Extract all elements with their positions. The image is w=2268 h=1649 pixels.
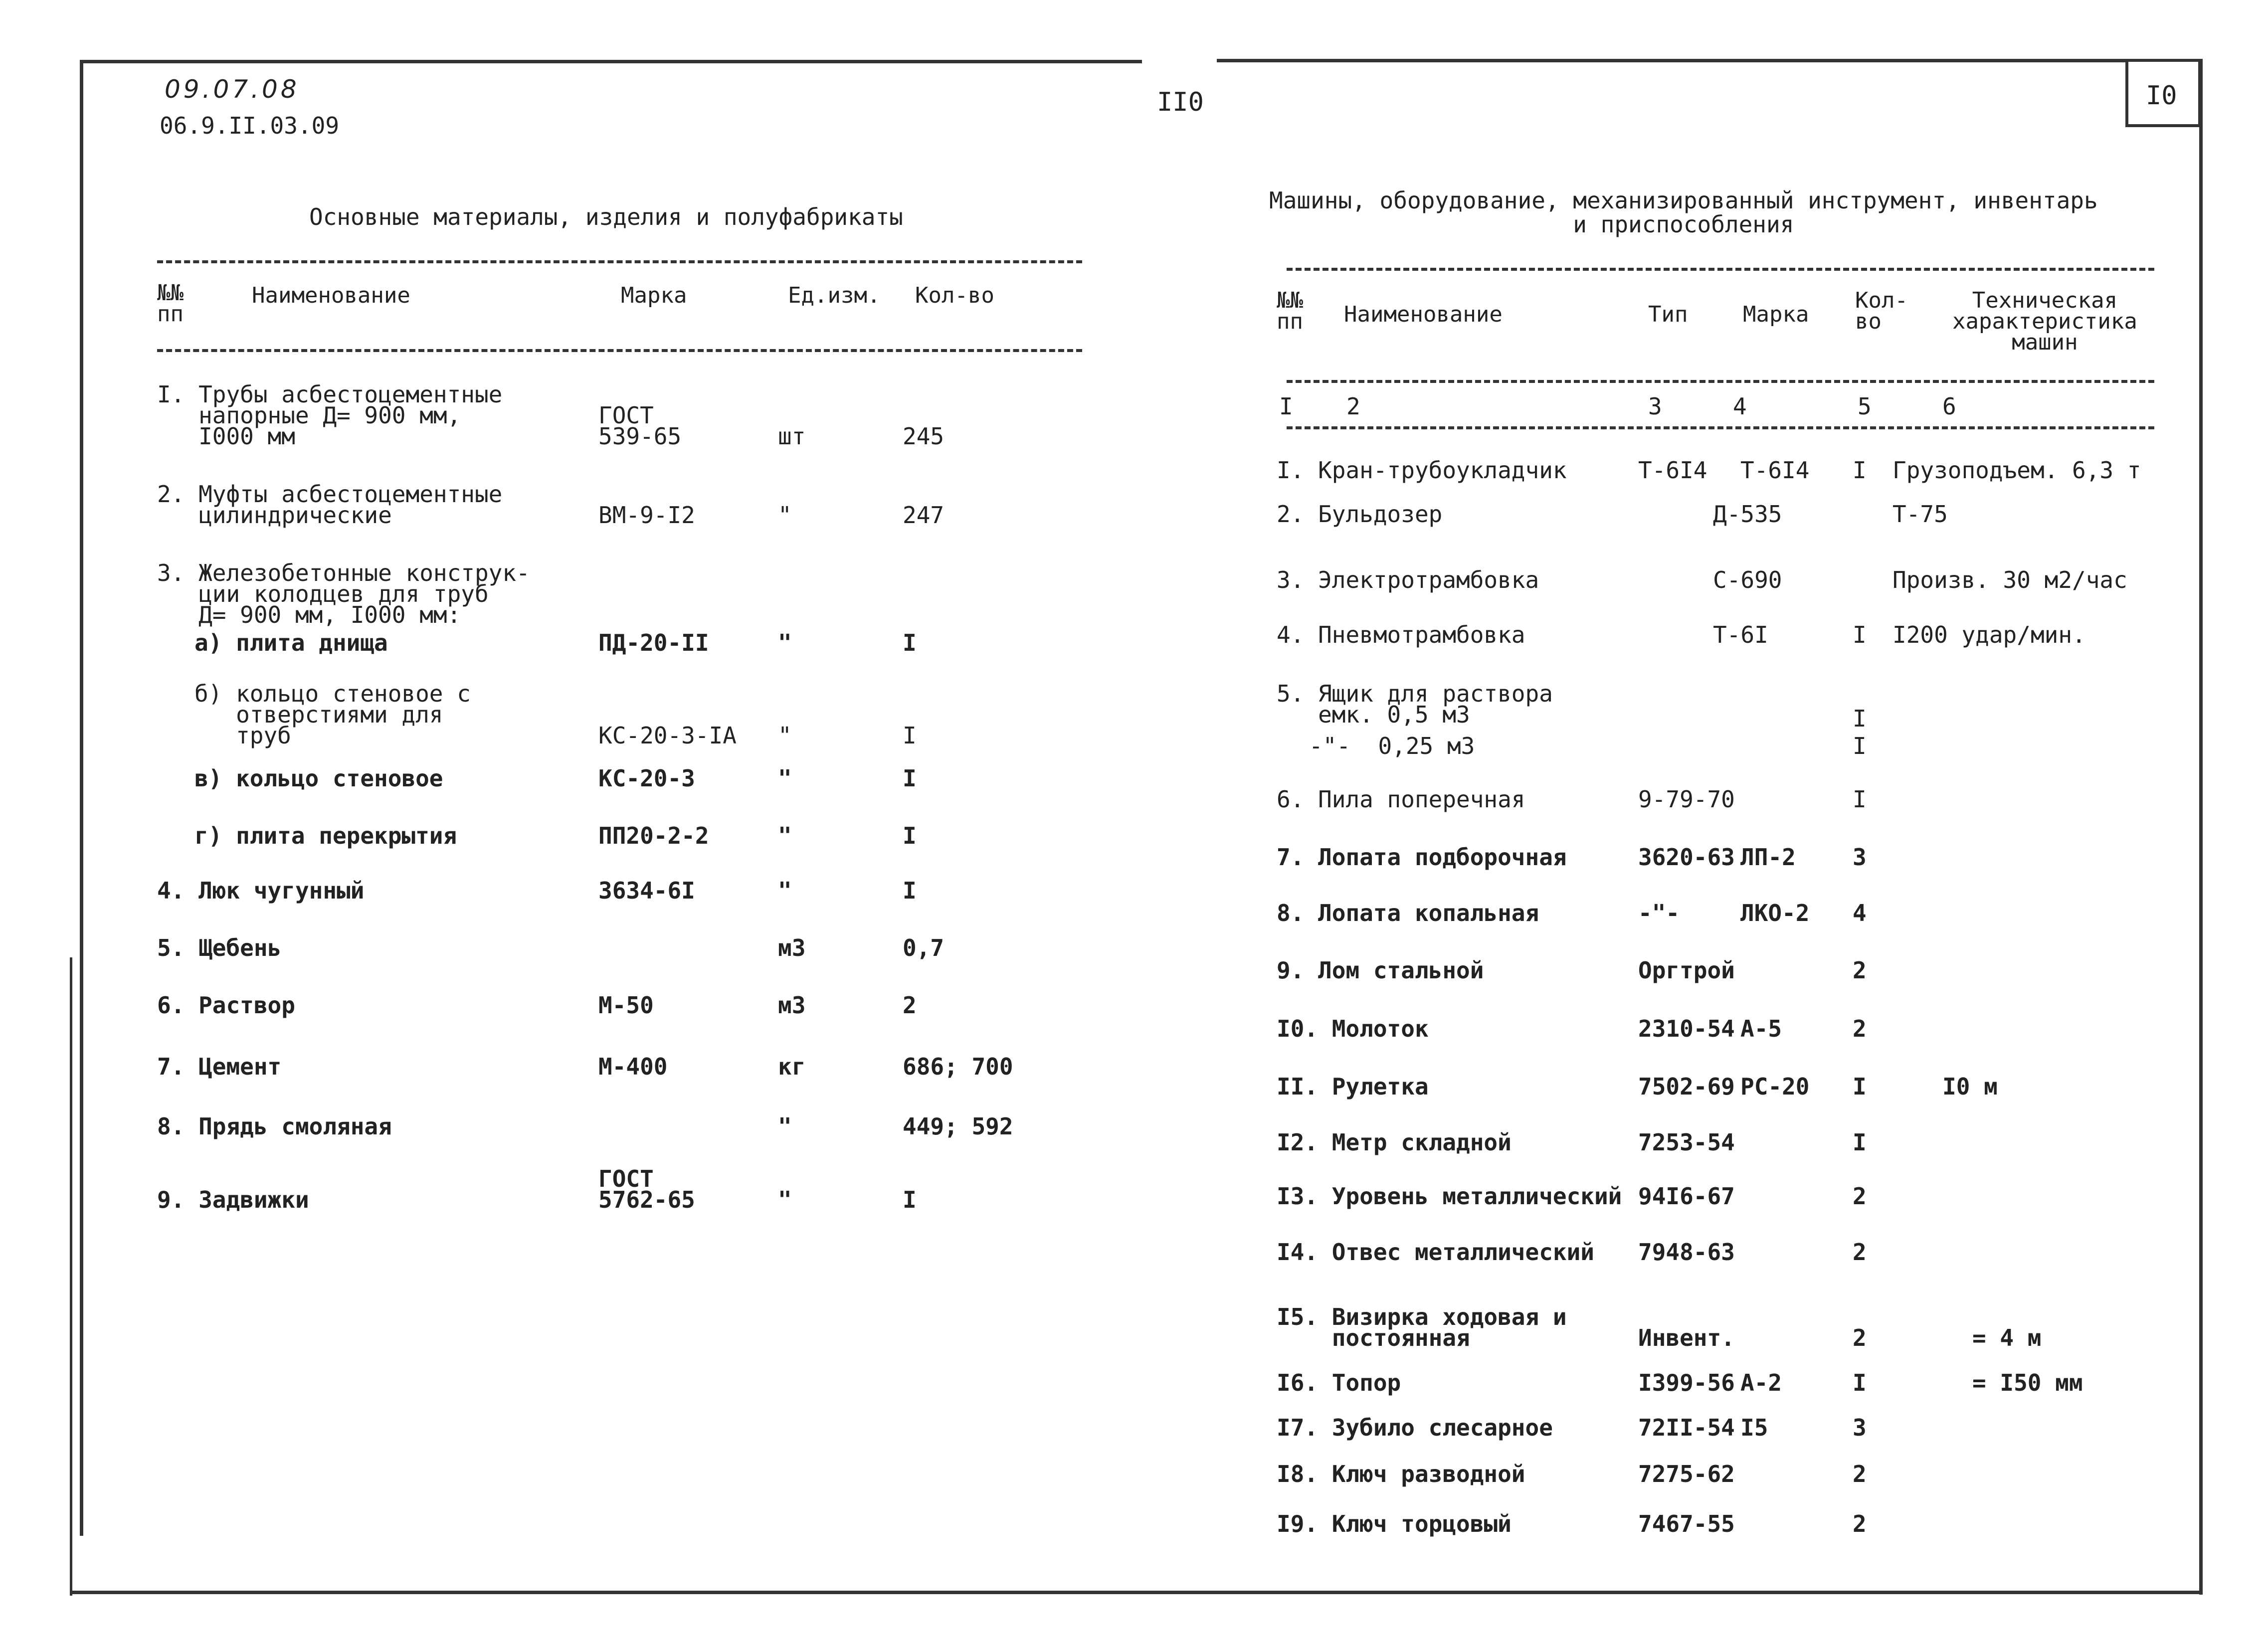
right-col-mark: Марка	[1743, 302, 1809, 327]
right-colnum-5: 5	[1858, 393, 1872, 420]
right-item-name: I9. Ключ торцовый	[1277, 1510, 1512, 1537]
sheet-number: I0	[2146, 81, 2177, 111]
left-item-unit: шт	[778, 423, 806, 450]
left-item-name: 8. Прядь смоляная	[157, 1113, 392, 1140]
right-item-qty: I	[1853, 705, 1867, 732]
right-item-mark: Т-6I	[1713, 621, 1768, 648]
right-col-spec: Техническая характеристика машин	[1952, 288, 2137, 355]
right-item-type: 7275-62	[1638, 1461, 1735, 1487]
left-item-name: 5. Щебень	[157, 934, 282, 961]
left-item-mark: КС-20-3-IA	[598, 722, 737, 749]
right-item-qty: I	[1853, 786, 1867, 813]
left-item-unit: "	[778, 629, 792, 656]
left-item-name: I. Трубы асбестоцементные напорные Д= 900 мм, I000 мм	[157, 381, 503, 450]
right-item-type: 7253-54	[1638, 1129, 1735, 1156]
frame-top-right	[1217, 59, 2202, 62]
handwritten-code: 09.07.08	[165, 75, 300, 104]
right-item-type: I399-56	[1638, 1369, 1735, 1396]
right-item-type: 7948-63	[1638, 1239, 1735, 1266]
right-col-no: №№ пп	[1277, 288, 1303, 334]
right-item-name: 9. Лом стальной	[1277, 957, 1484, 984]
right-item-qty: 2	[1853, 1461, 1867, 1487]
left-col-unit: Ед.изм.	[788, 283, 881, 308]
left-col-qty: Кол-во	[915, 283, 994, 308]
right-item-spec: I0 м	[1942, 1073, 1998, 1100]
right-item-spec: = 4 м	[1972, 1324, 2042, 1351]
left-header-rule-bottom	[157, 349, 1082, 352]
right-item-name: 7. Лопата подборочная	[1277, 844, 1567, 871]
right-item-name: I2. Метр складной	[1277, 1129, 1512, 1156]
left-item-name: 4. Люк чугунный	[157, 877, 365, 904]
right-item-type: 3620-63	[1638, 844, 1735, 871]
right-header-rule-top	[1287, 268, 2154, 271]
right-item-type: 9-79-70	[1638, 786, 1735, 813]
right-item-type: -"-	[1638, 900, 1680, 926]
left-item-qty: I	[903, 1186, 917, 1213]
left-item-unit: "	[778, 722, 792, 749]
left-item-unit: м3	[778, 992, 806, 1019]
right-item-name: 2. Бульдозер	[1277, 501, 1443, 528]
right-item-name: II. Рулетка	[1277, 1073, 1429, 1100]
right-item-qty: 2	[1853, 1183, 1867, 1210]
right-item-type: 7467-55	[1638, 1510, 1735, 1537]
right-item-qty: I	[1853, 621, 1867, 648]
left-item-name: 9. Задвижки	[157, 1186, 309, 1213]
right-item-qty: 2	[1853, 1239, 1867, 1266]
right-item-name: 5. Ящик для раствора емк. 0,5 м3	[1277, 680, 1553, 728]
left-item-name: 6. Раствор	[157, 992, 295, 1019]
left-item-qty: I	[903, 629, 917, 656]
left-col-mark: Марка	[621, 283, 687, 308]
left-item-mark: КС-20-3	[598, 765, 695, 792]
right-colnum-4: 4	[1733, 393, 1747, 420]
left-item-name: г) плита перекрытия	[194, 822, 457, 849]
right-col-name: Наименование	[1344, 302, 1503, 327]
right-item-mark: А-5	[1740, 1015, 1782, 1042]
right-item-name: I. Кран-трубоукладчик	[1277, 457, 1567, 484]
left-item-unit: "	[778, 1186, 792, 1213]
left-item-qty: 245	[903, 423, 945, 450]
right-col-type: Тип	[1648, 302, 1688, 327]
right-colnum-6: 6	[1942, 393, 1956, 420]
right-item-spec: Грузоподъем. 6,3 т	[1892, 457, 2141, 484]
right-item-name: 8. Лопата копальная	[1277, 900, 1539, 926]
right-item-spec: Произв. 30 м2/час	[1892, 566, 2127, 593]
right-item-name: 6. Пила поперечная	[1277, 786, 1525, 813]
right-item-name: -"- 0,25 м3	[1309, 733, 1475, 759]
left-col-name: Наименование	[252, 283, 410, 308]
frame-left	[80, 60, 83, 1536]
right-item-qty: I	[1853, 1369, 1867, 1396]
right-item-mark: I5	[1740, 1414, 1768, 1441]
left-item-qty: I	[903, 722, 917, 749]
right-item-type: Оргтрой	[1638, 957, 1735, 984]
left-item-unit: "	[778, 877, 792, 904]
left-item-mark: ВМ-9-I2	[598, 502, 695, 529]
sheet-number-box	[2125, 59, 2201, 127]
right-item-name: I7. Зубило слесарное	[1277, 1414, 1553, 1441]
right-item-name: I4. Отвес металлический	[1277, 1239, 1594, 1266]
right-item-mark: ЛП-2	[1740, 844, 1796, 871]
right-item-type: Инвент.	[1638, 1324, 1735, 1351]
left-item-mark: ГОСТ 5762-65	[598, 1165, 695, 1213]
left-item-mark: М-400	[598, 1053, 668, 1080]
left-item-qty: I	[903, 822, 917, 849]
right-item-type: Т-6I4	[1638, 457, 1707, 484]
left-item-name: 2. Муфты асбестоцементные цилиндрические	[157, 481, 503, 529]
left-item-unit: кг	[778, 1053, 806, 1080]
left-col-no: №№ пп	[157, 280, 184, 327]
left-item-qty: 449; 592	[903, 1113, 1013, 1140]
left-item-name: 3. Железобетонные конструк- ции колодцев для труб Д= 900 мм, I000 мм:	[157, 559, 530, 628]
left-item-name: а) плита днища	[194, 629, 388, 656]
right-item-mark: РС-20	[1740, 1073, 1810, 1100]
left-item-qty: I	[903, 877, 917, 904]
right-item-type: 94I6-67	[1638, 1183, 1735, 1210]
left-item-name: в) кольцо стеновое	[194, 765, 443, 792]
left-item-unit: "	[778, 502, 792, 529]
frame-right	[2199, 59, 2203, 1595]
right-col-qty: Кол- во	[1855, 288, 1908, 334]
left-item-qty: 0,7	[903, 934, 945, 961]
right-item-qty: I	[1853, 733, 1867, 759]
right-item-spec: = I50 мм	[1972, 1369, 2083, 1396]
right-title: Машины, оборудование, механизированный инструмент, инвентарь и приспособления	[1269, 187, 2098, 238]
right-item-mark: Д-535	[1713, 501, 1782, 528]
left-header-rule-top	[157, 260, 1082, 263]
doc-code: 06.9.II.03.09	[160, 112, 340, 139]
right-header-rule-mid	[1287, 380, 2154, 383]
left-item-unit: "	[778, 822, 792, 849]
left-item-qty: 686; 700	[903, 1053, 1013, 1080]
right-item-name: 4. Пневмотрамбовка	[1277, 621, 1525, 648]
left-item-mark: ПП20-2-2	[598, 822, 709, 849]
right-item-type: 72II-54	[1638, 1414, 1735, 1441]
right-item-name: I6. Топор	[1277, 1369, 1401, 1396]
left-item-unit: м3	[778, 934, 806, 961]
right-item-qty: 2	[1853, 1324, 1867, 1351]
right-colnum-2: 2	[1346, 393, 1360, 420]
right-item-type: 2310-54	[1638, 1015, 1735, 1042]
right-item-mark: ЛКО-2	[1740, 900, 1810, 926]
left-item-name: б) кольцо стеновое с отверстиями для труб	[194, 680, 471, 749]
right-item-qty: I	[1853, 1073, 1867, 1100]
right-item-name: I5. Визирка ходовая и постоянная	[1277, 1303, 1567, 1351]
right-item-spec: I200 удар/мин.	[1892, 621, 2086, 648]
left-item-mark: 3634-6I	[598, 877, 695, 904]
right-item-qty: 2	[1853, 1015, 1867, 1042]
left-item-mark: М-50	[598, 992, 654, 1019]
page-number: II0	[1157, 87, 1204, 117]
left-item-qty: 247	[903, 502, 945, 529]
right-item-qty: 2	[1853, 957, 1867, 984]
right-item-spec: Т-75	[1892, 501, 1948, 528]
frame-bottom	[70, 1591, 2203, 1594]
right-colnum-3: 3	[1648, 393, 1662, 420]
right-item-mark: С-690	[1713, 566, 1782, 593]
right-item-qty: I	[1853, 457, 1867, 484]
right-item-name: 3. Электротрамбовка	[1277, 566, 1539, 593]
left-item-name: 7. Цемент	[157, 1053, 282, 1080]
left-item-unit: "	[778, 765, 792, 792]
right-item-type: 7502-69	[1638, 1073, 1735, 1100]
right-item-qty: I	[1853, 1129, 1867, 1156]
right-item-qty: 3	[1853, 844, 1867, 871]
right-header-rule-bottom	[1287, 426, 2154, 429]
right-item-name: I0. Молоток	[1277, 1015, 1429, 1042]
left-item-mark: ГОСТ 539-65	[598, 402, 682, 450]
right-item-mark: А-2	[1740, 1369, 1782, 1396]
right-item-name: I8. Ключ разводной	[1277, 1461, 1525, 1487]
left-item-mark: ПД-20-II	[598, 629, 709, 656]
right-item-mark: Т-6I4	[1740, 457, 1810, 484]
left-title: Основные материалы, изделия и полуфабрикаты	[309, 203, 903, 230]
left-item-qty: I	[903, 765, 917, 792]
right-item-name: I3. Уровень металлический	[1277, 1183, 1622, 1210]
frame-top-left	[80, 60, 1142, 63]
left-item-unit: "	[778, 1113, 792, 1140]
right-item-qty: 2	[1853, 1510, 1867, 1537]
right-item-qty: 4	[1853, 900, 1867, 926]
left-item-qty: 2	[903, 992, 917, 1019]
right-item-qty: 3	[1853, 1414, 1867, 1441]
frame-left-outer	[70, 957, 72, 1596]
right-colnum-1: I	[1279, 393, 1293, 420]
